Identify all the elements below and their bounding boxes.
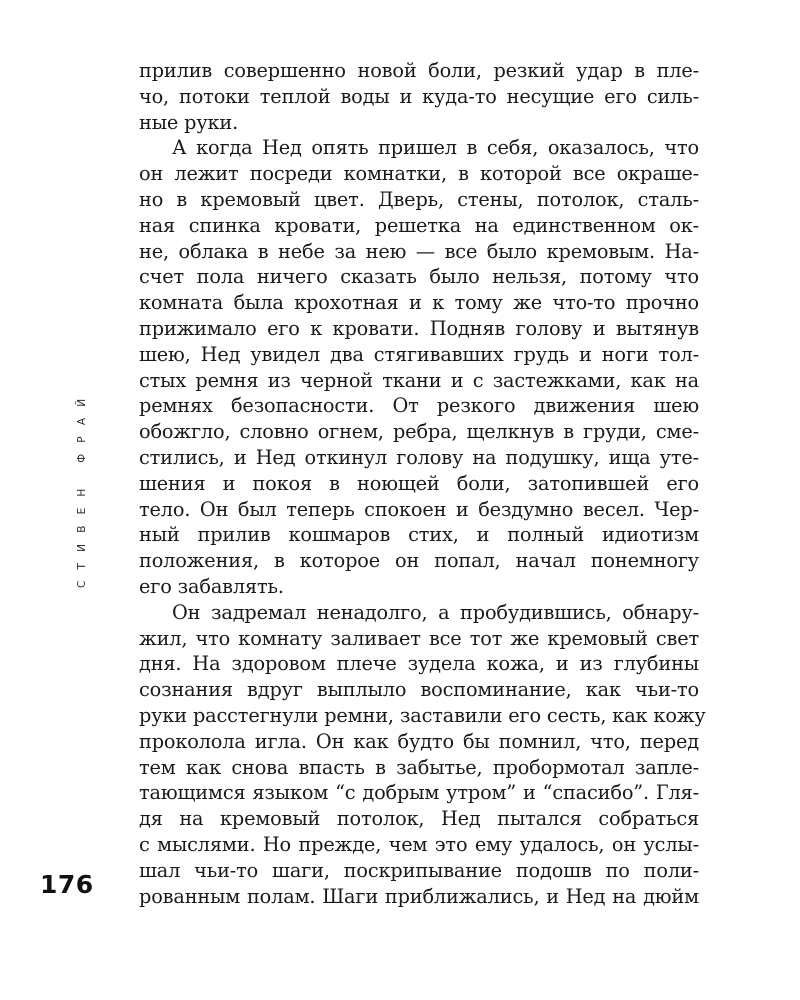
text-line: шения и покоя в ноющей боли, затопившей его	[139, 471, 699, 495]
text-line: дя на кремовый потолок, Нед пытался собраться	[139, 807, 699, 831]
text-line: руки расстегнули ремни, заставили его сесть, как кожу	[139, 703, 706, 727]
text-line: но в кремовый цвет. Дверь, стены, потолок, сталь-	[139, 187, 699, 211]
text-line: рованным полам. Шаги приближались, и Нед на дюйм	[139, 884, 699, 908]
text-line: А когда Нед опять пришел в себя, оказалось, что	[172, 136, 699, 160]
text-line: его забавлять.	[139, 574, 284, 598]
text-line: обожгло, словно огнем, ребра, щелкнув в груди, сме-	[139, 420, 699, 444]
running-header-author: СТИВЕН ФРАЙ	[76, 387, 88, 588]
text-line: ная спинка кровати, решетка на единственном ок-	[139, 213, 699, 237]
text-line: комната была крохотная и к тому же что-то прочно	[139, 291, 699, 315]
text-line: положения, в которое он попал, начал понемногу	[139, 549, 699, 573]
text-line: тело. Он был теперь спокоен и бездумно весел. Чер-	[139, 497, 699, 521]
text-line: счет пола ничего сказать было нельзя, потому что	[139, 265, 699, 289]
text-line: прилив совершенно новой боли, резкий удар в пле-	[139, 59, 699, 82]
text-line: тающимся языком “с добрым утром” и “спасибо”. Гля-	[139, 781, 699, 805]
text-line: жил, что комнату заливает все тот же кремовый свет	[139, 626, 699, 650]
text-line: с мыслями. Но прежде, чем это ему удалось, он услы-	[139, 832, 699, 856]
page-number: 176	[40, 870, 94, 899]
text-line: ные руки.	[139, 110, 239, 134]
body-text	[139, 58, 706, 909]
text-line: чо, потоки теплой воды и куда-то несущие его силь-	[139, 84, 699, 108]
text-line: не, облака в небе за нею — все было кремовым. На-	[139, 239, 699, 263]
text-line: стых ремня из черной ткани и с застежками, как на	[139, 368, 699, 392]
text-line: тем как снова впасть в забытье, пробормотал запле-	[139, 755, 699, 779]
text-line: шею, Нед увидел два стягивавших грудь и ноги тол-	[139, 342, 699, 366]
text-line: прижимало его к кровати. Подняв голову и вытянув	[139, 316, 699, 340]
text-line: стились, и Нед откинул голову на подушку, ища уте-	[139, 445, 699, 469]
text-line: проколола игла. Он как будто бы помнил, что, перед	[139, 729, 699, 753]
text-line: Он задремал ненадолго, а пробудившись, обнару-	[172, 600, 699, 624]
text-line: шал чьи-то шаги, поскрипывание подошв по поли-	[139, 858, 699, 882]
text-line: сознания вдруг выплыло воспоминание, как чьи-то	[139, 678, 699, 702]
text-line: ный прилив кошмаров стих, и полный идиотизм	[139, 523, 699, 547]
text-line: он лежит посреди комнатки, в которой все окраше-	[139, 162, 699, 186]
text-line: ремнях безопасности. От резкого движения шею	[139, 394, 699, 418]
text-line: дня. На здоровом плече зудела кожа, и из глубины	[139, 652, 699, 676]
